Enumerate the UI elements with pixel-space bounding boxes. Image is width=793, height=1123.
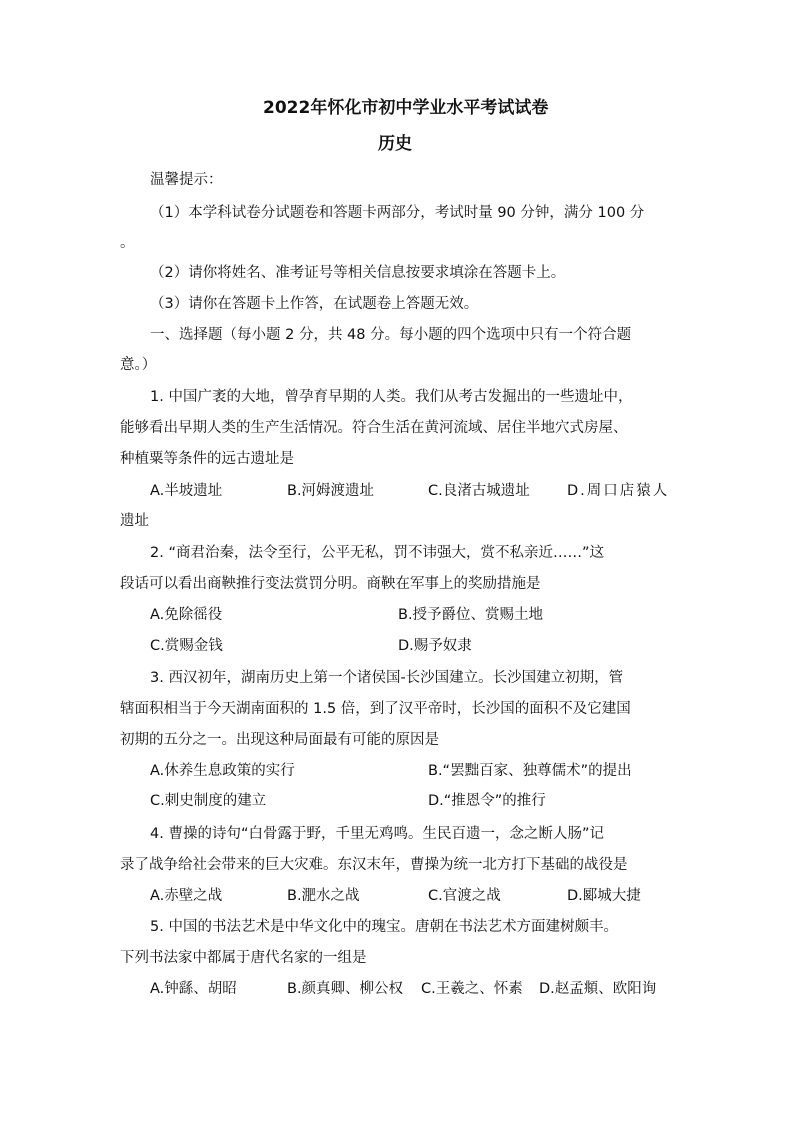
notice-item-1-cont: 。 xyxy=(120,235,135,251)
question-1-option-a: A.半坡遗址 xyxy=(150,483,223,499)
question-3-option-a: A.休养生息政策的实行 xyxy=(150,763,295,779)
question-3-stem: 初期的五分之一。出现这种局面最有可能的原因是 xyxy=(120,732,439,748)
question-2-stem: 2. “商君治秦，法令至行，公平无私，罚不讳强大，赏不私亲近……”这 xyxy=(150,545,604,561)
question-1-option-c: C.良渚古城遗址 xyxy=(428,483,530,499)
question-4-option-d: D.郾城大捷 xyxy=(567,888,641,904)
question-1-stem: 1. 中国广袤的大地，曾孕育早期的人类。我们从考古发掘出的一些遗址中， xyxy=(150,389,633,405)
notice-heading: 温馨提示： xyxy=(150,172,223,188)
question-3-stem: 辖面积相当于今天湖南面积的 1.5 倍，到了汉平帝时，长沙国的面积不及它建国 xyxy=(120,701,631,717)
notice-item-2: （2）请你将姓名、准考证号等相关信息按要求填涂在答题卡上。 xyxy=(150,265,566,281)
question-2-option-d: D.赐予奴隶 xyxy=(398,638,472,654)
question-1-option-d-cont: 遗址 xyxy=(120,513,149,529)
question-5-stem: 下列书法家中都属于唐代名家的一组是 xyxy=(120,950,367,966)
question-4-option-b: B.淝水之战 xyxy=(287,888,360,904)
notice-item-1: （1）本学科试卷分试题卷和答题卡两部分，考试时量 90 分钟，满分 100 分 xyxy=(150,205,645,221)
question-2-stem: 段话可以看出商鞅推行变法赏罚分明。商鞅在军事上的奖励措施是 xyxy=(120,576,541,592)
question-3-option-d: D.“推恩令”的推行 xyxy=(428,793,546,809)
question-5-option-d: D.赵孟頫、欧阳询 xyxy=(539,981,657,997)
question-2-option-c: C.赏赐金钱 xyxy=(150,638,223,654)
question-4-option-c: C.官渡之战 xyxy=(428,888,501,904)
question-5-option-c: C.王羲之、怀素 xyxy=(421,981,523,997)
question-5-option-a: A.钟繇、胡昭 xyxy=(150,981,237,997)
exam-subject: 历史 xyxy=(378,134,412,154)
question-3-option-c: C.刺史制度的建立 xyxy=(150,793,267,809)
question-5-option-b: B.颜真卿、柳公权 xyxy=(287,981,404,997)
exam-title: 2022年怀化市初中学业水平考试试卷 xyxy=(263,98,549,118)
section-heading-cont: 意。） xyxy=(120,357,157,373)
question-4-option-a: A.赤壁之战 xyxy=(150,888,223,904)
question-3-stem: 3. 西汉初年，湖南历史上第一个诸侯国-长沙国建立。长沙国建立初期，管 xyxy=(150,670,624,686)
question-1-stem: 种植粟等条件的远古遗址是 xyxy=(120,451,294,467)
section-heading: 一、选择题（每小题 2 分，共 48 分。每小题的四个选项中只有一个符合题 xyxy=(150,327,632,343)
question-1-stem: 能够看出早期人类的生产生活情况。符合生活在黄河流域、居住半地穴式房屋、 xyxy=(120,420,628,436)
question-5-stem: 5. 中国的书法艺术是中华文化中的瑰宝。唐朝在书法艺术方面建树颇丰。 xyxy=(150,919,618,935)
question-1-option-b: B.河姆渡遗址 xyxy=(287,483,375,499)
question-3-option-b: B.“罢黜百家、独尊儒术”的提出 xyxy=(428,763,632,779)
question-1-option-d: D.周口店猿人 xyxy=(567,483,670,499)
notice-item-3: （3）请你在答题卡上作答，在试题卷上答题无效。 xyxy=(150,296,479,312)
question-2-option-a: A.免除徭役 xyxy=(150,607,223,623)
question-4-stem: 4. 曹操的诗句“白骨露于野，千里无鸡鸣。生民百遗一，念之断人肠”记 xyxy=(150,826,604,842)
question-4-stem: 录了战争给社会带来的巨大灾难。东汉末年，曹操为统一北方打下基础的战役是 xyxy=(120,857,628,873)
question-2-option-b: B.授予爵位、赏赐土地 xyxy=(398,607,544,623)
